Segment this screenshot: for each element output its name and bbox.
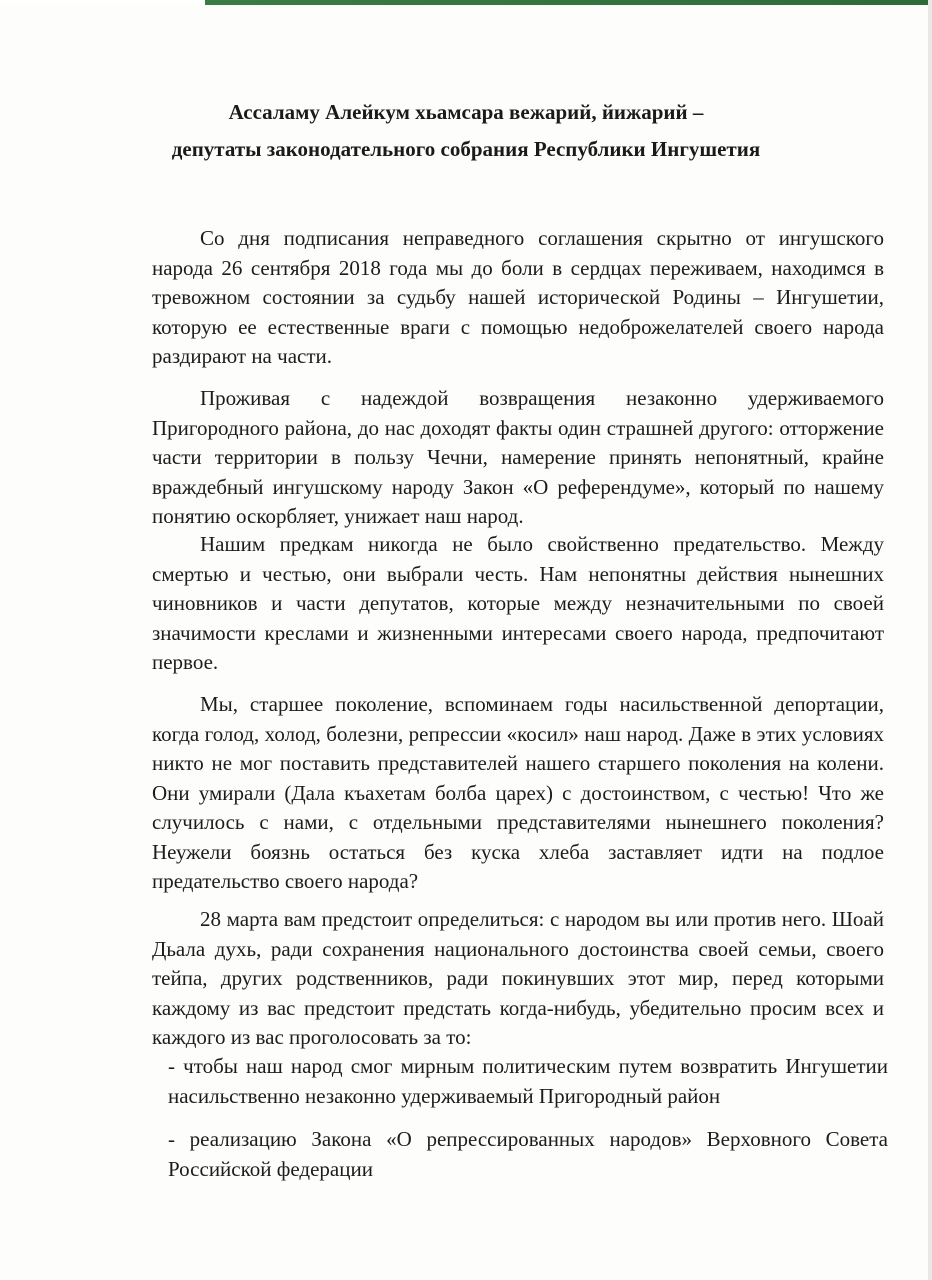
paragraph-4: Мы, старшее поколение, вспоминаем годы насильственной депортации, когда голод, холод, болезни, репрессии «косил» наш народ. Даже в этих условиях никто не мог поставить представителей нашего старшего поколения на колени. Они умирали (Дала къахетам болба царех) с достоинством, с честью! Что же случилось с нами, с отдельными представителями нынешнего поколения? Неужели боязнь остаться без куска хлеба заставляет идти на подлое предательство своего народа? <box>152 692 884 893</box>
bullet-item-1: - чтобы наш народ смог мирным политическим путем возвратить Ингушетии насильственно незаконно удерживаемый Пригородный район <box>168 1054 888 1108</box>
paragraph-2: Проживая с надеждой возвращения незаконно удерживаемого Пригородного района, до нас доходят факты один страшней другого: отторжение части территории в пользу Чечни, намерение принять непонятный, крайне враждебный ингушскому народу Закон «О референдуме», который по нашему понятию оскорбляет, унижает наш народ. <box>152 386 884 528</box>
right-page-edge <box>928 0 932 1280</box>
paragraph-3: Нашим предкам никогда не было свойственно предательство. Между смертью и честью, они выбрали честь. Нам непонятны действия нынешних чиновников и части депутатов, которые между незначительными по своей значимости креслами и жизненными интересами своего народа, предпочитают первое. <box>152 532 884 674</box>
top-edge-strip <box>0 0 932 5</box>
paragraph-5: 28 марта вам предстоит определиться: с народом вы или против него. Шоай Дьала духь, ради сохранения национального достоинства своей семьи, своего тейпа, других родственников, ради покинувших этот мир, перед которыми каждому из вас предстоит предстать когда-нибудь, убедительно просим всех и каждого из вас проголосовать за то: <box>152 907 884 1049</box>
title-line-1: Ассаламу Алейкум хьамсара вежарий, йижарий – <box>228 100 704 124</box>
bullet-item-2: - реализацию Закона «О репрессированных народов» Верховного Совета Российской федерации <box>168 1127 888 1181</box>
paragraph-1: Со дня подписания неправедного соглашения скрытно от ингушского народа 26 сентября 2018 года мы до боли в сердцах переживаем, находимся в тревожном состоянии за судьбу нашей исторической Родины – Ингушетии, которую ее естественные враги с помощью недоброжелателей своего народа раздирают на части. <box>152 226 884 368</box>
title-line-2: депутаты законодательного собрания Республики Ингушетия <box>171 137 761 161</box>
